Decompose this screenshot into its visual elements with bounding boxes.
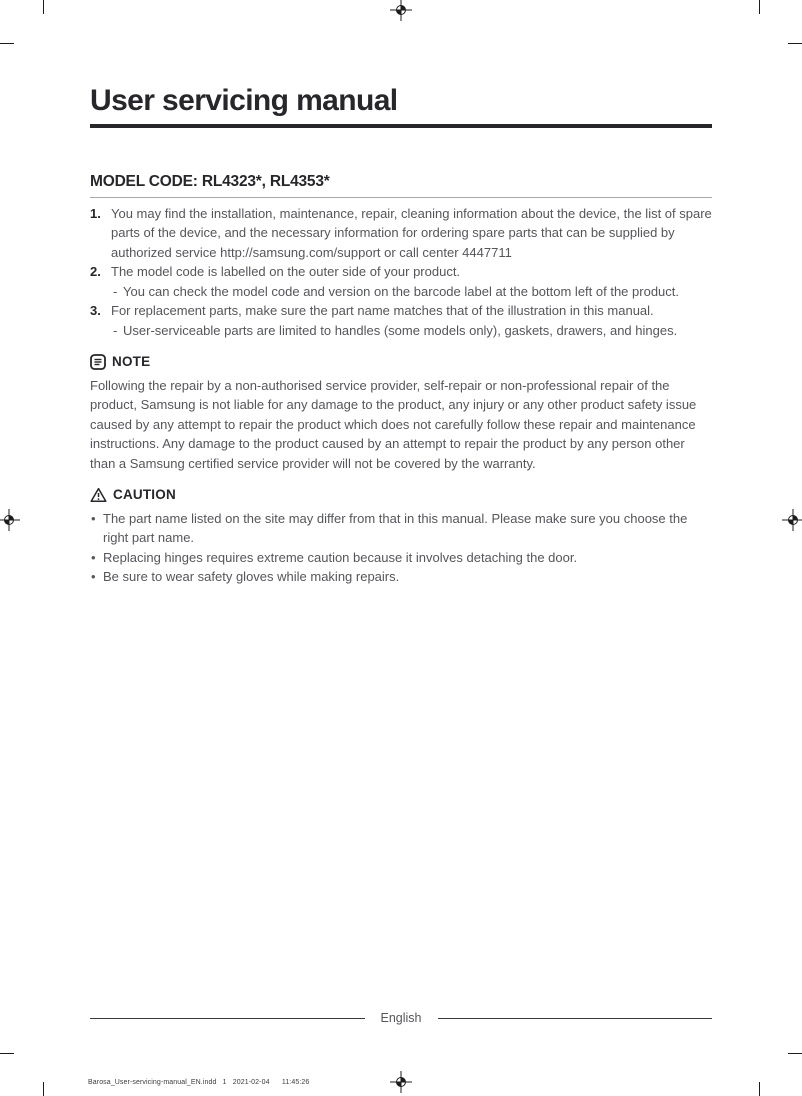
crop-mark-top-left-h xyxy=(0,43,14,44)
crop-mark-bottom-right-h xyxy=(788,1053,802,1054)
bullet-text: Be sure to wear safety gloves while making repairs. xyxy=(103,569,400,584)
caution-warning-triangle-icon xyxy=(90,487,107,503)
list-item-body xyxy=(111,262,712,301)
section-heading-model-code: MODEL CODE: RL4323*, RL4353* xyxy=(90,173,330,190)
registration-mark-icon xyxy=(782,509,802,531)
list-item xyxy=(90,301,712,340)
list-item-number: 1. xyxy=(90,205,101,221)
print-slug-line xyxy=(88,1079,309,1086)
list-item xyxy=(90,262,712,301)
crop-mark-bottom-left-v xyxy=(43,1082,44,1096)
list-item-number: 2. xyxy=(90,264,101,279)
bullet-item xyxy=(90,509,712,548)
section-rule xyxy=(90,197,712,198)
note-label: NOTE xyxy=(112,354,151,369)
sub-list-item xyxy=(111,282,712,302)
content-column xyxy=(90,0,712,587)
bullet-marker: • xyxy=(91,510,96,526)
list-item-text: The model code is labelled on the outer side of your product. xyxy=(111,264,461,279)
bullet-marker: • xyxy=(91,569,96,584)
crop-mark-top-right-h xyxy=(788,43,802,44)
bullet-text: The part name listed on the site may differ from that in this manual. Please make sure you choose the right part name. xyxy=(103,510,688,545)
dash-marker: - xyxy=(113,322,118,338)
bullet-item xyxy=(90,567,712,587)
note-text: Following the repair by a non-authorised service provider, self-repair or non-professional repair of the product, Samsung is not liable for any damage to the product, any injury or any other product safety issue caused by any attempt to repair the product which does not carefully follow these repair and maintenance instructions. Any damage to the product caused by an attempt to repair the product by any person other than a Samsung certified service provider will not be covered by the warranty. xyxy=(90,377,697,471)
caution-bullet-list xyxy=(90,509,712,587)
crop-mark-bottom-left-h xyxy=(0,1053,14,1054)
footer-language-label: English xyxy=(380,1011,422,1025)
crop-mark-top-left-v xyxy=(43,0,44,14)
note-document-icon xyxy=(90,354,106,370)
list-item xyxy=(90,204,712,263)
title-rule xyxy=(90,124,712,128)
page-footer xyxy=(90,1011,712,1025)
footer-rule-right xyxy=(438,1018,713,1019)
caution-label: CAUTION xyxy=(113,487,176,502)
print-filename: Barosa_User-servicing-manual_EN.indd 1 xyxy=(88,1079,227,1086)
note-heading xyxy=(90,352,712,372)
sub-list-item xyxy=(111,321,712,341)
registration-mark-icon xyxy=(0,509,20,531)
caution-heading xyxy=(90,485,712,505)
page-title: User servicing manual xyxy=(90,84,398,117)
numbered-list xyxy=(90,204,712,341)
dash-marker: - xyxy=(113,283,118,299)
list-item-number: 3. xyxy=(90,303,101,318)
bullet-text: Replacing hinges requires extreme caution because it involves detaching the door. xyxy=(103,549,578,565)
bullet-item xyxy=(90,548,712,568)
list-item-body xyxy=(111,301,712,340)
list-item-text: For replacement parts, make sure the part name matches that of the illustration in this manual. xyxy=(111,303,654,318)
footer-rule-left xyxy=(90,1018,365,1019)
sub-list-item-text: You can check the model code and version on the barcode label at the bottom left of the product. xyxy=(123,283,679,299)
bullet-marker: • xyxy=(91,549,96,565)
registration-mark-icon xyxy=(390,1071,412,1093)
print-timestamp: 2021-02-04 11:45:26 xyxy=(232,1079,310,1086)
list-item-text: You may find the installation, maintenance, repair, cleaning information about the device, the list of spare parts of the device, and the necessary information for ordering spare parts that can be supplied by authorized service http://samsung.com/support or call center 4447711 xyxy=(111,205,712,260)
crop-mark-top-right-v xyxy=(759,0,760,14)
crop-mark-bottom-right-v xyxy=(759,1082,760,1096)
sub-list-item-text: User-serviceable parts are limited to handles (some models only), gaskets, drawers, and hinges. xyxy=(123,322,678,338)
